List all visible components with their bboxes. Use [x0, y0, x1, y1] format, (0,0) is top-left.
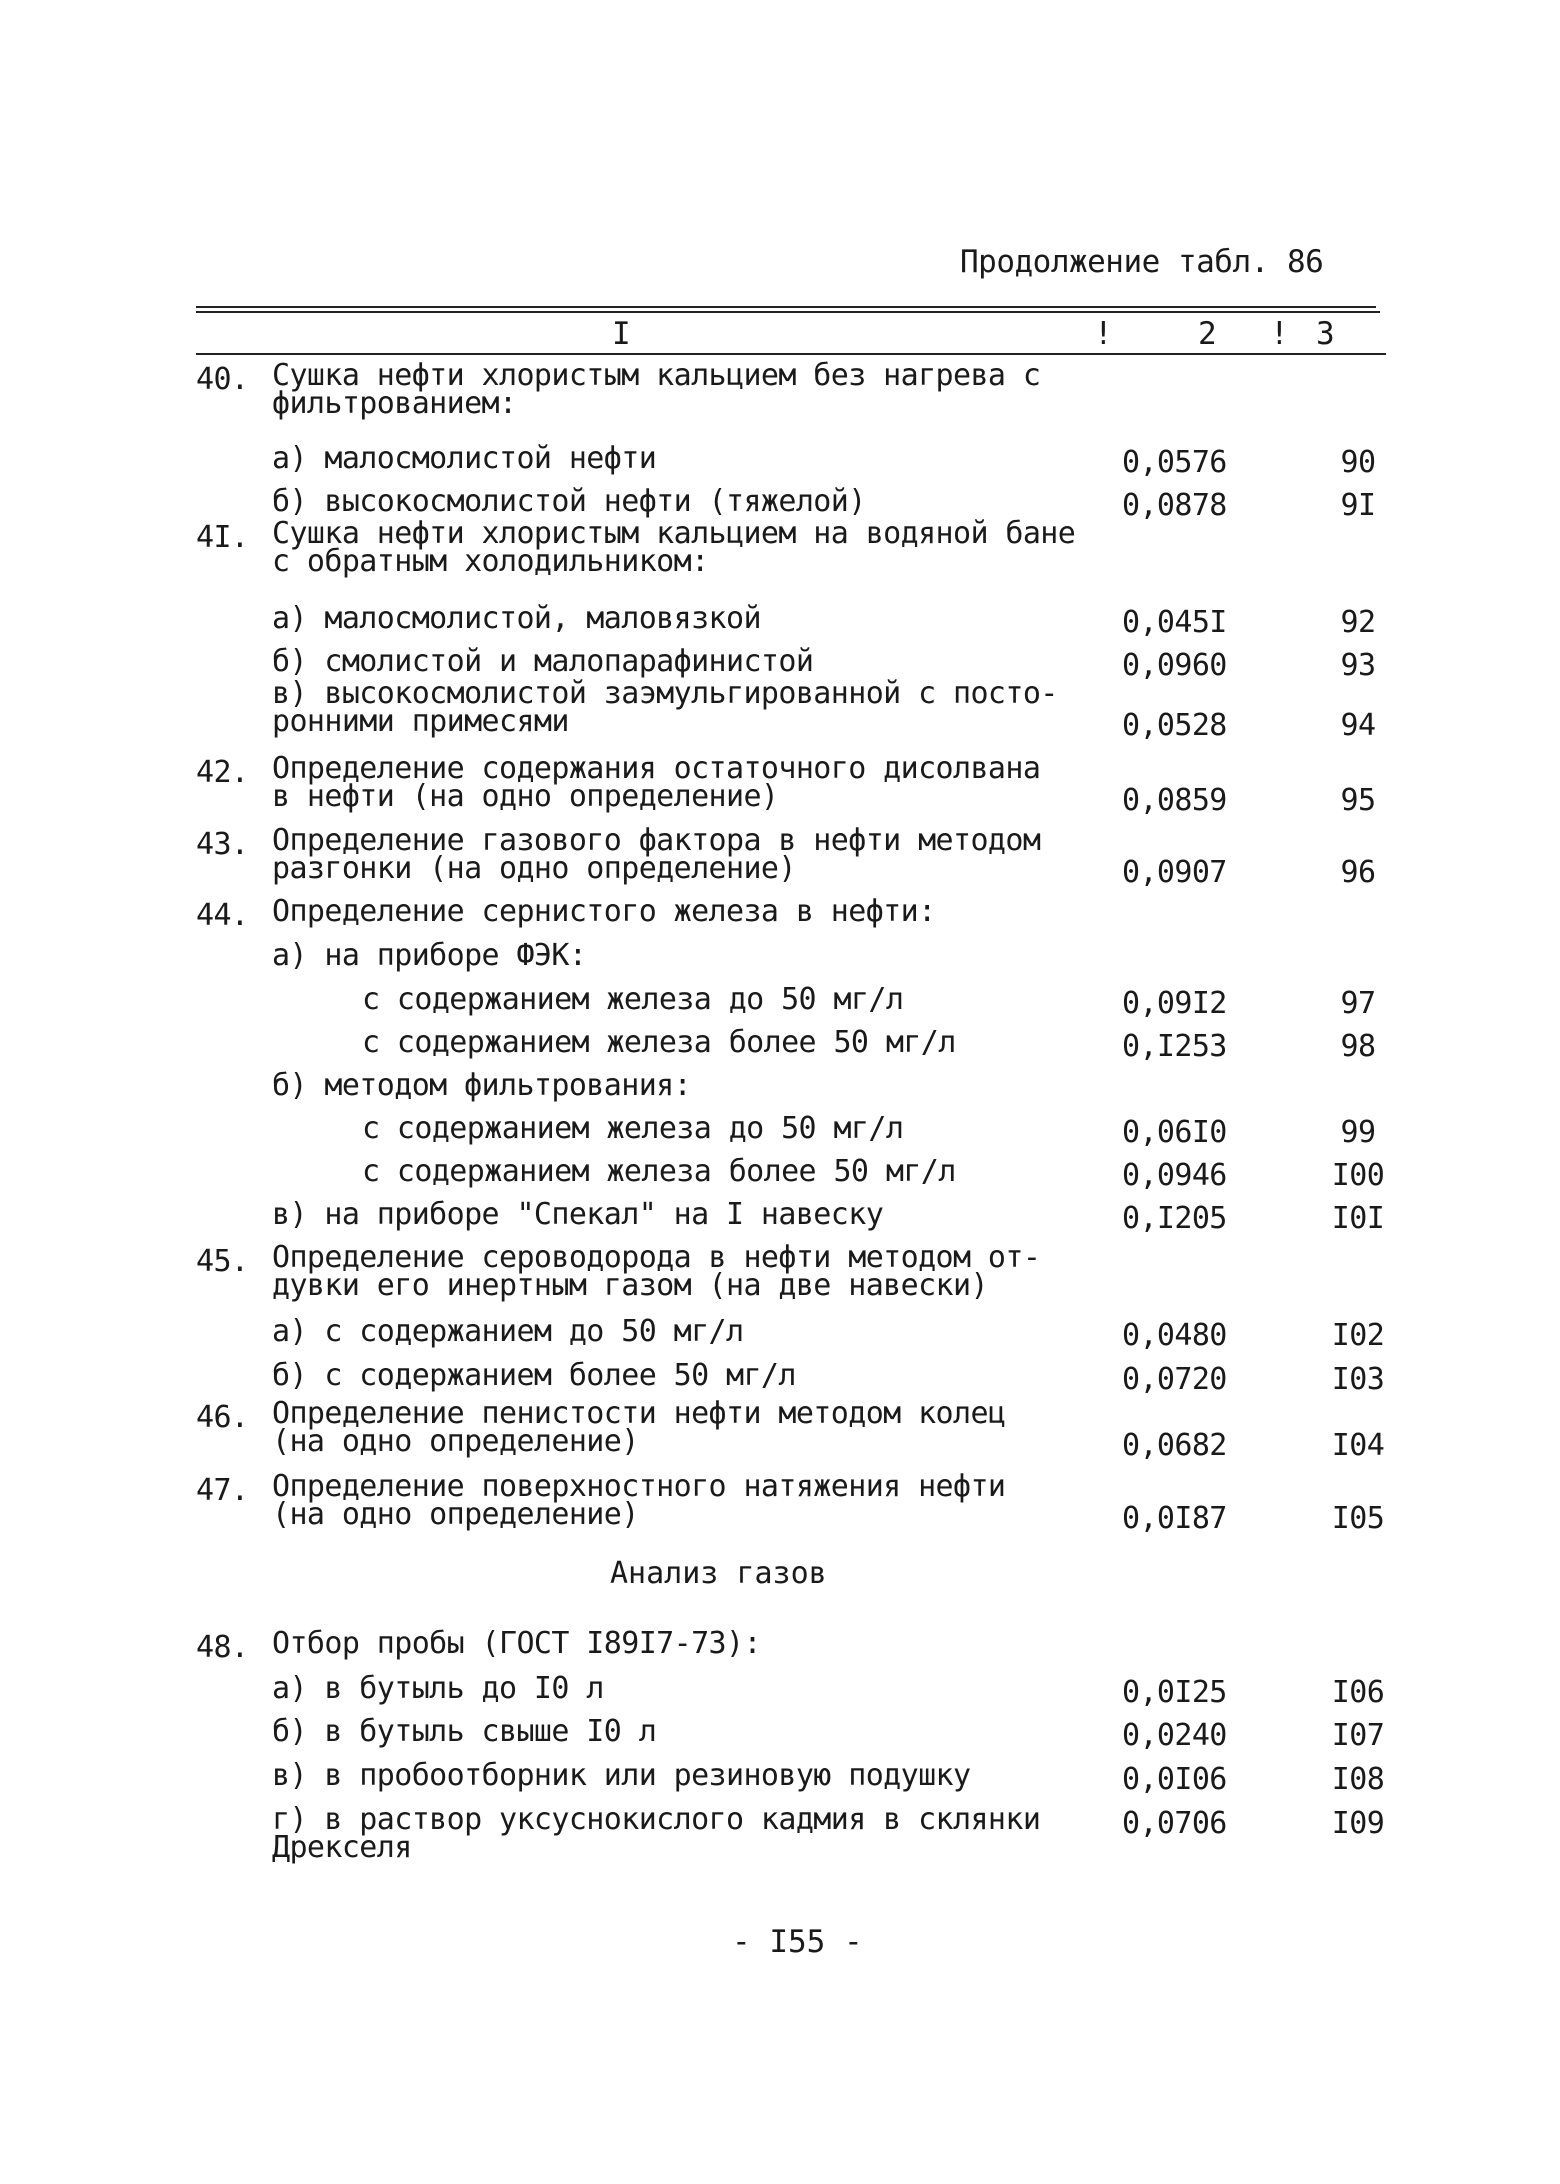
row-text-line: б) методом фильтрования:: [272, 1068, 692, 1103]
column-header-1: I: [612, 316, 631, 352]
row-value-col3: 98: [1340, 1029, 1376, 1064]
row-value-col3: I00: [1331, 1158, 1385, 1193]
table-top-rule-second: [196, 311, 1380, 313]
row-text-line: Сушка нефти хлористым кальцием без нагрева с: [272, 358, 1041, 393]
row-value-col3: I09: [1331, 1806, 1385, 1841]
row-number: 4I.: [196, 520, 249, 555]
row-value-col2: 0,0480: [1122, 1318, 1227, 1353]
row-number: 40.: [196, 362, 249, 397]
row-value-col3: I07: [1331, 1718, 1385, 1753]
table-top-rule: [196, 306, 1376, 308]
row-value-col2: 0,045I: [1122, 605, 1227, 640]
row-value-col3: I04: [1331, 1428, 1385, 1463]
row-value-col2: 0,0528: [1122, 708, 1227, 743]
row-value-col2: 0,I253: [1122, 1029, 1227, 1064]
row-value-col2: 0,0I25: [1122, 1675, 1227, 1710]
row-text-line: Определение содержания остаточного дисолвана: [272, 751, 1041, 786]
row-value-col2: 0,0I06: [1122, 1762, 1227, 1797]
row-text-line: ронними примесями: [272, 704, 569, 739]
row-text-line: в) в пробоотборник или резиновую подушку: [272, 1758, 971, 1793]
row-text-line: дувки его инертным газом (на две навески): [272, 1268, 988, 1303]
row-value-col3: I08: [1331, 1762, 1385, 1797]
row-value-col3: 93: [1340, 648, 1376, 683]
row-value-col2: 0,0682: [1122, 1428, 1227, 1463]
row-value-col2: 0,0946: [1122, 1158, 1227, 1193]
column-header-3: 3: [1316, 316, 1335, 352]
row-value-col2: 0,09I2: [1122, 986, 1227, 1021]
row-value-col3: 99: [1340, 1115, 1376, 1150]
row-value-col3: I06: [1331, 1675, 1385, 1710]
row-value-col3: 95: [1340, 783, 1376, 818]
row-value-col2: 0,I205: [1122, 1201, 1227, 1236]
row-number: 45.: [196, 1244, 249, 1279]
row-text-line: б) с содержанием более 50 мг/л: [272, 1358, 796, 1393]
row-text-line: а) с содержанием до 50 мг/л: [272, 1314, 744, 1349]
table-caption: Продолжение табл. 86: [960, 244, 1324, 280]
row-text-line: Определение газового фактора в нефти методом: [272, 823, 1041, 858]
row-text-line: в) высокосмолистой заэмульгированной с посто-: [272, 676, 1058, 711]
row-value-col3: 94: [1340, 708, 1376, 743]
row-value-col2: 0,0240: [1122, 1718, 1227, 1753]
row-value-col3: I0I: [1331, 1201, 1385, 1236]
section-title: Анализ газов: [610, 1556, 827, 1591]
row-value-col2: 0,0859: [1122, 783, 1227, 818]
row-text-line: б) смолистой и малопарафинистой: [272, 644, 814, 679]
row-value-col2: 0,0960: [1122, 648, 1227, 683]
row-value-col2: 0,0706: [1122, 1806, 1227, 1841]
row-value-col2: 0,0878: [1122, 488, 1227, 523]
row-text-line: с обратным холодильником:: [272, 544, 709, 579]
row-value-col2: 0,0I87: [1122, 1501, 1227, 1536]
row-text-line: а) в бутыль до I0 л: [272, 1671, 604, 1706]
row-text-line: Отбор пробы (ГОСТ I89I7-73):: [272, 1626, 761, 1661]
row-text-line: б) высокосмолистой нефти (тяжелой): [272, 484, 866, 519]
row-value-col3: 97: [1340, 986, 1376, 1021]
row-value-col3: I05: [1331, 1501, 1385, 1536]
row-text-line: (на одно определение): [272, 1497, 639, 1532]
column-separator-2: !: [1270, 316, 1289, 352]
row-text-line: Определение сероводорода в нефти методом от-: [272, 1240, 1041, 1275]
row-text-line: фильтрованием:: [272, 386, 517, 421]
row-number: 44.: [196, 898, 249, 933]
row-text-line: Дрекселя: [272, 1830, 412, 1865]
row-value-col3: 96: [1340, 855, 1376, 890]
row-text-line: б) в бутыль свыше I0 л: [272, 1714, 657, 1749]
row-value-col2: 0,0720: [1122, 1362, 1227, 1397]
page-number: - I55 -: [732, 1924, 863, 1960]
row-value-col2: 0,06I0: [1122, 1115, 1227, 1150]
row-text-line: Сушка нефти хлористым кальцием на водяной бане: [272, 516, 1076, 551]
column-header-2: 2: [1198, 316, 1217, 352]
row-text-line: с содержанием железа до 50 мг/л: [362, 1111, 904, 1146]
row-value-col3: 9I: [1340, 488, 1376, 523]
row-value-col3: I03: [1331, 1362, 1385, 1397]
row-number: 46.: [196, 1400, 249, 1435]
row-number: 42.: [196, 755, 249, 790]
row-text-line: в нефти (на одно определение): [272, 779, 779, 814]
row-text-line: а) на приборе ФЭК:: [272, 938, 587, 973]
header-bottom-rule: [196, 353, 1386, 355]
column-separator-1: !: [1094, 316, 1113, 352]
row-number: 47.: [196, 1473, 249, 1508]
row-text-line: в) на приборе "Спекал" на I навеску: [272, 1197, 884, 1232]
row-text-line: с содержанием железа более 50 мг/л: [362, 1025, 956, 1060]
row-text-line: Определение пенистости нефти методом колец: [272, 1396, 1006, 1431]
row-text-line: а) малосмолистой, маловязкой: [272, 601, 761, 636]
row-text-line: а) малосмолистой нефти: [272, 441, 657, 476]
row-text-line: с содержанием железа до 50 мг/л: [362, 982, 904, 1017]
row-text-line: Определение сернистого железа в нефти:: [272, 894, 936, 929]
row-text-line: разгонки (на одно определение): [272, 851, 796, 886]
row-value-col3: 92: [1340, 605, 1376, 640]
row-number: 43.: [196, 827, 249, 862]
row-value-col2: 0,0907: [1122, 855, 1227, 890]
row-text-line: Определение поверхностного натяжения нефти: [272, 1469, 1006, 1504]
row-text-line: с содержанием железа более 50 мг/л: [362, 1154, 956, 1189]
row-value-col3: 90: [1340, 445, 1376, 480]
row-text-line: (на одно определение): [272, 1424, 639, 1459]
row-value-col3: I02: [1331, 1318, 1385, 1353]
row-text-line: г) в раствор уксуснокислого кадмия в склянки: [272, 1802, 1041, 1837]
row-number: 48.: [196, 1630, 249, 1665]
row-value-col2: 0,0576: [1122, 445, 1227, 480]
